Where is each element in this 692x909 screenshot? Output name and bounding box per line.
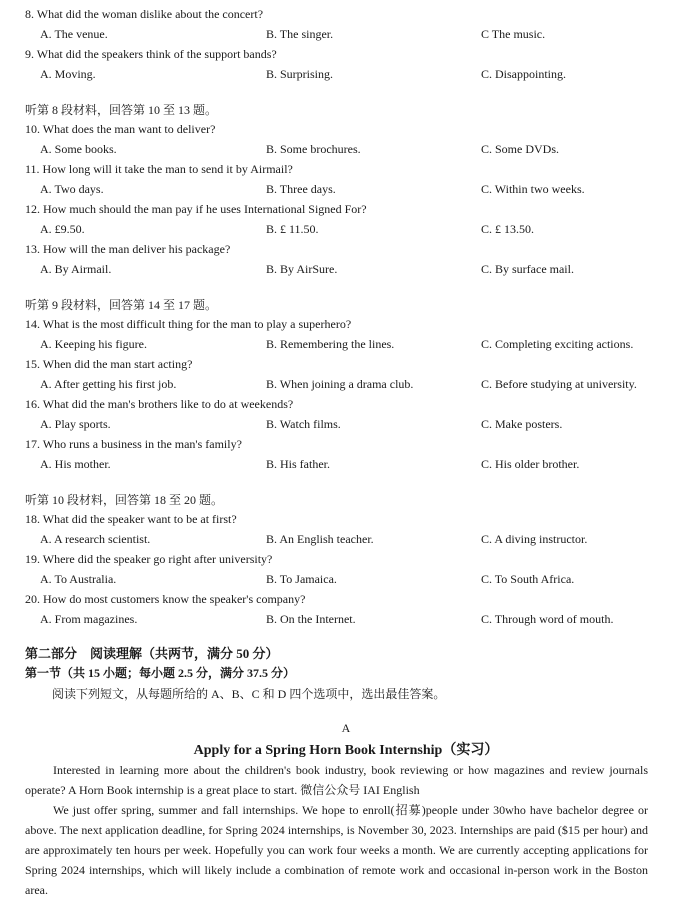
option-14b: B. Remembering the lines. bbox=[266, 337, 395, 351]
question-11: 11. How long will it take the man to send it by Airmail? bbox=[25, 162, 293, 176]
option-9a: A. Moving. bbox=[40, 67, 96, 81]
option-8c: C The music. bbox=[481, 27, 546, 41]
option-12b: B. £ 11.50. bbox=[266, 222, 319, 236]
option-11a: A. Two days. bbox=[40, 182, 104, 196]
option-18c: C. A diving instructor. bbox=[481, 532, 588, 546]
passage-body bbox=[25, 760, 648, 900]
reading-instructions: 阅读下列短文，从每题所给的 A、B、C 和 D 四个选项中，选出最佳答案。 bbox=[52, 687, 446, 701]
passage-title: Apply for a Spring Horn Book Internship（实习） bbox=[193, 743, 499, 758]
option-8a: A. The venue. bbox=[40, 27, 108, 41]
section-1-heading: 第一节（共 15 小题；每小题 2.5 分，满分 37.5 分） bbox=[25, 666, 296, 680]
option-17c: C. His older brother. bbox=[481, 457, 580, 471]
option-14c: C. Completing exciting actions. bbox=[481, 337, 634, 351]
passage-paragraph-2: We just offer spring, summer and fall internships. We hope to enroll(招募)people under 30who have bachelor degree or above. The next application deadline, for Spring 2024 internships, is November 30, 2023. Internships are paid ($15 per hour) and are approximately ten hours per week. Hopefully you can work four weeks a month. We are currently accepting applications for Spring 2024 internships, which will likely include a combination of remote work and occasional in-person work in the Boston area. bbox=[25, 803, 648, 897]
question-13: 13. How will the man deliver his package? bbox=[25, 242, 231, 256]
section-10-instruction: 听第 10 段材料，回答第 18 至 20 题。 bbox=[25, 493, 224, 507]
option-12c: C. £ 13.50. bbox=[481, 222, 535, 236]
option-11c: C. Within two weeks. bbox=[481, 182, 585, 196]
question-8: 8. What did the woman dislike about the concert? bbox=[25, 7, 264, 21]
option-11b: B. Three days. bbox=[266, 182, 336, 196]
question-12: 12. How much should the man pay if he uses International Signed For? bbox=[25, 202, 367, 216]
option-9b: B. Surprising. bbox=[266, 67, 334, 81]
question-18: 18. What did the speaker want to be at first? bbox=[25, 512, 237, 526]
passage-paragraph-1: Interested in learning more about the children's book industry, book reviewing or how magazines and review journals operate? A Horn Book internship is a great place to start. 微信公众号 IAI English bbox=[25, 763, 648, 797]
option-20a: A. From magazines. bbox=[40, 612, 138, 626]
option-13b: B. By AirSure. bbox=[266, 262, 338, 276]
option-13a: A. By Airmail. bbox=[40, 262, 112, 276]
option-16a: A. Play sports. bbox=[40, 417, 111, 431]
option-17b: B. His father. bbox=[266, 457, 330, 471]
option-19a: A. To Australia. bbox=[40, 572, 117, 586]
option-16c: C. Make posters. bbox=[481, 417, 563, 431]
option-18a: A. A research scientist. bbox=[40, 532, 151, 546]
option-17a: A. His mother. bbox=[40, 457, 111, 471]
question-10: 10. What does the man want to deliver? bbox=[25, 122, 216, 136]
option-10b: B. Some brochures. bbox=[266, 142, 361, 156]
option-13c: C. By surface mail. bbox=[481, 262, 574, 276]
option-15a: A. After getting his first job. bbox=[40, 377, 177, 391]
part-2-heading: 第二部分 阅读理解（共两节，满分 50 分） bbox=[25, 646, 279, 661]
option-18b: B. An English teacher. bbox=[266, 532, 374, 546]
option-14a: A. Keeping his figure. bbox=[40, 337, 147, 351]
option-10c: C. Some DVDs. bbox=[481, 142, 560, 156]
option-19c: C. To South Africa. bbox=[481, 572, 575, 586]
option-16b: B. Watch films. bbox=[266, 417, 341, 431]
section-8-instruction: 听第 8 段材料，回答第 10 至 13 题。 bbox=[25, 103, 218, 117]
section-9-instruction: 听第 9 段材料，回答第 14 至 17 题。 bbox=[25, 298, 218, 312]
option-19b: B. To Jamaica. bbox=[266, 572, 337, 586]
option-20b: B. On the Internet. bbox=[266, 612, 356, 626]
question-17: 17. Who runs a business in the man's family? bbox=[25, 437, 242, 451]
question-19: 19. Where did the speaker go right after university? bbox=[25, 552, 273, 566]
option-15c: C. Before studying at university. bbox=[481, 377, 637, 391]
question-15: 15. When did the man start acting? bbox=[25, 357, 193, 371]
question-9: 9. What did the speakers think of the support bands? bbox=[25, 47, 277, 61]
option-12a: A. £9.50. bbox=[40, 222, 85, 236]
option-15b: B. When joining a drama club. bbox=[266, 377, 414, 391]
option-10a: A. Some books. bbox=[40, 142, 117, 156]
question-16: 16. What did the man's brothers like to do at weekends? bbox=[25, 397, 294, 411]
question-14: 14. What is the most difficult thing for the man to play a superhero? bbox=[25, 317, 352, 331]
option-20c: C. Through word of mouth. bbox=[481, 612, 614, 626]
option-9c: C. Disappointing. bbox=[481, 67, 567, 81]
option-8b: B. The singer. bbox=[266, 27, 334, 41]
question-20: 20. How do most customers know the speaker's company? bbox=[25, 592, 306, 606]
passage-letter: A bbox=[341, 721, 351, 735]
